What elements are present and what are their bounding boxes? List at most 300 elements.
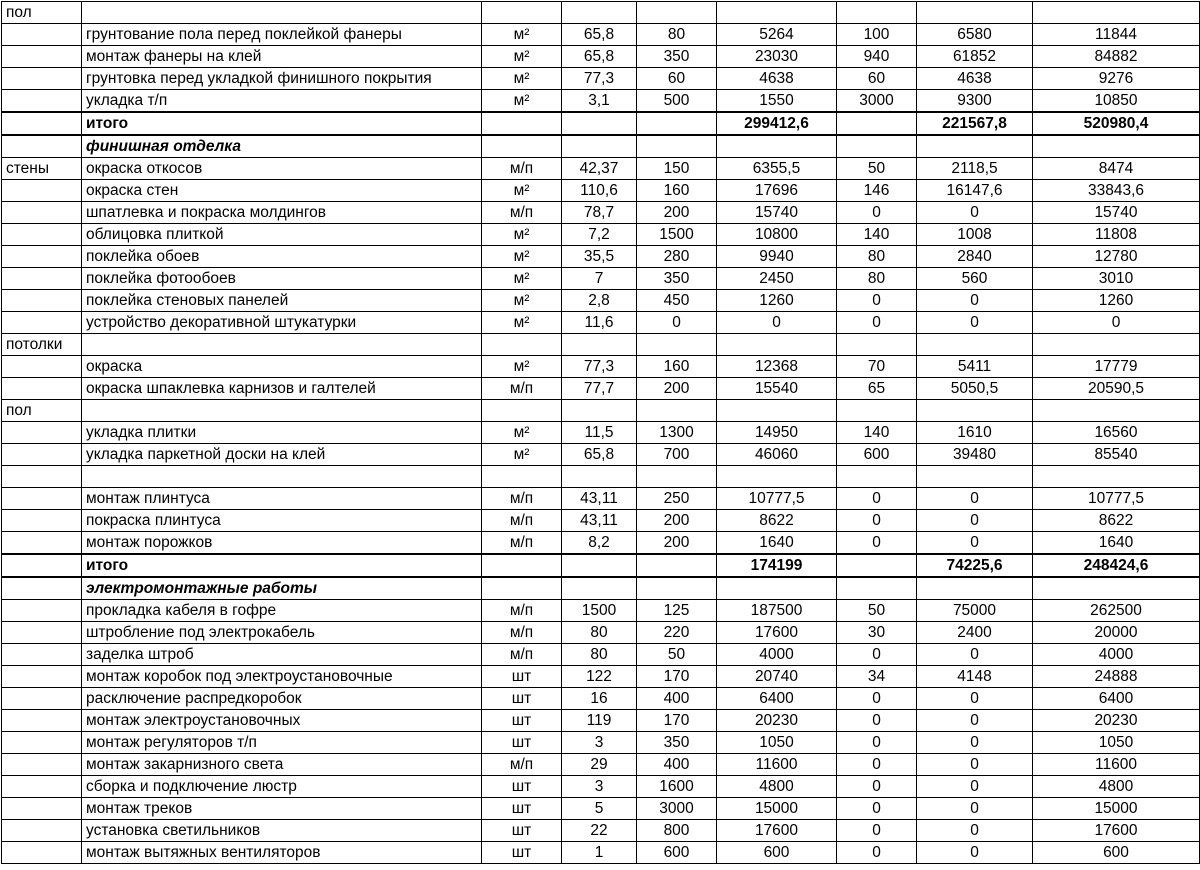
work-price-cell[interactable]: [837, 466, 917, 488]
quantity-cell[interactable]: 16: [562, 688, 637, 710]
quantity-cell[interactable]: 110,6: [562, 180, 637, 202]
total-cell[interactable]: 8622: [1033, 510, 1200, 532]
work-name-cell[interactable]: укладка паркетной доски на клей: [82, 444, 482, 466]
category-cell[interactable]: [2, 112, 82, 135]
total-cell[interactable]: 24888: [1033, 666, 1200, 688]
material-sum-cell[interactable]: 0: [717, 312, 837, 334]
quantity-cell[interactable]: 77,3: [562, 68, 637, 90]
quantity-cell[interactable]: 7: [562, 268, 637, 290]
material-sum-cell[interactable]: 4638: [717, 68, 837, 90]
quantity-cell[interactable]: 3: [562, 776, 637, 798]
unit-cell[interactable]: [482, 334, 562, 356]
category-cell[interactable]: [2, 754, 82, 776]
unit-cell[interactable]: шт: [482, 842, 562, 864]
total-cell[interactable]: 17779: [1033, 356, 1200, 378]
material-sum-cell[interactable]: [717, 466, 837, 488]
material-sum-cell[interactable]: 46060: [717, 444, 837, 466]
work-sum-cell[interactable]: 560: [917, 268, 1033, 290]
quantity-cell[interactable]: 8,2: [562, 532, 637, 555]
total-cell[interactable]: 8474: [1033, 158, 1200, 180]
unit-cell[interactable]: шт: [482, 776, 562, 798]
work-price-cell[interactable]: 3000: [837, 90, 917, 113]
unit-cell[interactable]: м²: [482, 422, 562, 444]
work-sum-cell[interactable]: 16147,6: [917, 180, 1033, 202]
material-price-cell[interactable]: 150: [637, 158, 717, 180]
total-cell[interactable]: 33843,6: [1033, 180, 1200, 202]
work-name-cell[interactable]: монтаж треков: [82, 798, 482, 820]
quantity-cell[interactable]: 77,3: [562, 356, 637, 378]
material-sum-cell[interactable]: 6355,5: [717, 158, 837, 180]
work-sum-cell[interactable]: 0: [917, 754, 1033, 776]
work-sum-cell[interactable]: 0: [917, 776, 1033, 798]
total-cell[interactable]: 20590,5: [1033, 378, 1200, 400]
work-name-cell[interactable]: монтаж фанеры на клей: [82, 46, 482, 68]
material-price-cell[interactable]: 1500: [637, 224, 717, 246]
category-cell[interactable]: [2, 577, 82, 600]
category-cell[interactable]: потолки: [2, 334, 82, 356]
category-cell[interactable]: [2, 532, 82, 555]
quantity-cell[interactable]: 35,5: [562, 246, 637, 268]
unit-cell[interactable]: шт: [482, 798, 562, 820]
total-cell[interactable]: 4800: [1033, 776, 1200, 798]
material-sum-cell[interactable]: 5264: [717, 24, 837, 46]
quantity-cell[interactable]: 5: [562, 798, 637, 820]
material-sum-cell[interactable]: 4800: [717, 776, 837, 798]
material-sum-cell[interactable]: 1050: [717, 732, 837, 754]
unit-cell[interactable]: м²: [482, 68, 562, 90]
work-name-cell[interactable]: окраска откосов: [82, 158, 482, 180]
total-cell[interactable]: 17600: [1033, 820, 1200, 842]
work-sum-cell[interactable]: [917, 577, 1033, 600]
category-cell[interactable]: [2, 622, 82, 644]
quantity-cell[interactable]: 78,7: [562, 202, 637, 224]
total-cell[interactable]: 1050: [1033, 732, 1200, 754]
total-cell[interactable]: 4000: [1033, 644, 1200, 666]
quantity-cell[interactable]: [562, 112, 637, 135]
work-sum-cell[interactable]: 2840: [917, 246, 1033, 268]
material-sum-cell[interactable]: 1260: [717, 290, 837, 312]
total-cell[interactable]: 248424,6: [1033, 554, 1200, 577]
material-price-cell[interactable]: [637, 554, 717, 577]
total-cell[interactable]: 0: [1033, 312, 1200, 334]
material-price-cell[interactable]: 600: [637, 842, 717, 864]
material-sum-cell[interactable]: 15000: [717, 798, 837, 820]
category-cell[interactable]: [2, 732, 82, 754]
category-cell[interactable]: пол: [2, 400, 82, 422]
quantity-cell[interactable]: [562, 135, 637, 158]
work-sum-cell[interactable]: [917, 400, 1033, 422]
work-price-cell[interactable]: 600: [837, 444, 917, 466]
category-cell[interactable]: [2, 510, 82, 532]
quantity-cell[interactable]: 29: [562, 754, 637, 776]
work-name-cell[interactable]: [82, 466, 482, 488]
total-cell[interactable]: 1260: [1033, 290, 1200, 312]
work-price-cell[interactable]: 140: [837, 422, 917, 444]
work-name-cell[interactable]: облицовка плиткой: [82, 224, 482, 246]
unit-cell[interactable]: шт: [482, 732, 562, 754]
work-sum-cell[interactable]: 0: [917, 290, 1033, 312]
total-cell[interactable]: 600: [1033, 842, 1200, 864]
total-cell[interactable]: 3010: [1033, 268, 1200, 290]
unit-cell[interactable]: м/п: [482, 510, 562, 532]
material-price-cell[interactable]: [637, 466, 717, 488]
work-sum-cell[interactable]: 0: [917, 798, 1033, 820]
unit-cell[interactable]: м²: [482, 290, 562, 312]
work-name-cell[interactable]: укладка т/п: [82, 90, 482, 113]
material-sum-cell[interactable]: 6400: [717, 688, 837, 710]
work-name-cell[interactable]: монтаж плинтуса: [82, 488, 482, 510]
work-price-cell[interactable]: 34: [837, 666, 917, 688]
work-name-cell[interactable]: [82, 334, 482, 356]
work-sum-cell[interactable]: [917, 135, 1033, 158]
category-cell[interactable]: [2, 268, 82, 290]
total-cell[interactable]: 20230: [1033, 710, 1200, 732]
work-sum-cell[interactable]: 221567,8: [917, 112, 1033, 135]
material-sum-cell[interactable]: 17696: [717, 180, 837, 202]
total-cell[interactable]: 262500: [1033, 600, 1200, 622]
unit-cell[interactable]: м²: [482, 24, 562, 46]
total-cell[interactable]: [1033, 135, 1200, 158]
material-price-cell[interactable]: 1600: [637, 776, 717, 798]
material-price-cell[interactable]: 0: [637, 312, 717, 334]
work-name-cell[interactable]: электромонтажные работы: [82, 577, 482, 600]
material-price-cell[interactable]: 700: [637, 444, 717, 466]
material-sum-cell[interactable]: 299412,6: [717, 112, 837, 135]
material-sum-cell[interactable]: 15540: [717, 378, 837, 400]
material-sum-cell[interactable]: 20740: [717, 666, 837, 688]
material-sum-cell[interactable]: [717, 334, 837, 356]
category-cell[interactable]: [2, 710, 82, 732]
category-cell[interactable]: [2, 24, 82, 46]
category-cell[interactable]: [2, 466, 82, 488]
work-sum-cell[interactable]: [917, 466, 1033, 488]
work-price-cell[interactable]: 30: [837, 622, 917, 644]
work-price-cell[interactable]: 0: [837, 510, 917, 532]
category-cell[interactable]: [2, 444, 82, 466]
material-sum-cell[interactable]: 17600: [717, 820, 837, 842]
material-sum-cell[interactable]: [717, 135, 837, 158]
total-cell[interactable]: 6400: [1033, 688, 1200, 710]
quantity-cell[interactable]: 65,8: [562, 46, 637, 68]
unit-cell[interactable]: [482, 554, 562, 577]
unit-cell[interactable]: м/п: [482, 378, 562, 400]
material-sum-cell[interactable]: 10777,5: [717, 488, 837, 510]
category-cell[interactable]: [2, 422, 82, 444]
quantity-cell[interactable]: 22: [562, 820, 637, 842]
material-price-cell[interactable]: 350: [637, 46, 717, 68]
work-price-cell[interactable]: [837, 400, 917, 422]
quantity-cell[interactable]: 65,8: [562, 444, 637, 466]
unit-cell[interactable]: шт: [482, 688, 562, 710]
work-price-cell[interactable]: 60: [837, 68, 917, 90]
work-name-cell[interactable]: прокладка кабеля в гофре: [82, 600, 482, 622]
category-cell[interactable]: [2, 68, 82, 90]
work-sum-cell[interactable]: 0: [917, 312, 1033, 334]
quantity-cell[interactable]: 65,8: [562, 24, 637, 46]
work-sum-cell[interactable]: 0: [917, 710, 1033, 732]
category-cell[interactable]: [2, 600, 82, 622]
category-cell[interactable]: [2, 135, 82, 158]
material-price-cell[interactable]: [637, 135, 717, 158]
category-cell[interactable]: [2, 90, 82, 113]
quantity-cell[interactable]: 3,1: [562, 90, 637, 113]
unit-cell[interactable]: м²: [482, 224, 562, 246]
total-cell[interactable]: [1033, 577, 1200, 600]
work-name-cell[interactable]: шпатлевка и покраска молдингов: [82, 202, 482, 224]
material-sum-cell[interactable]: 187500: [717, 600, 837, 622]
work-price-cell[interactable]: 65: [837, 378, 917, 400]
total-cell[interactable]: 9276: [1033, 68, 1200, 90]
total-cell[interactable]: 10777,5: [1033, 488, 1200, 510]
material-sum-cell[interactable]: 1640: [717, 532, 837, 555]
work-name-cell[interactable]: монтаж коробок под электроустановочные: [82, 666, 482, 688]
quantity-cell[interactable]: 122: [562, 666, 637, 688]
work-price-cell[interactable]: 0: [837, 644, 917, 666]
total-cell[interactable]: 1640: [1033, 532, 1200, 555]
unit-cell[interactable]: м²: [482, 90, 562, 113]
category-cell[interactable]: [2, 842, 82, 864]
total-cell[interactable]: 84882: [1033, 46, 1200, 68]
work-name-cell[interactable]: расключение распредкоробок: [82, 688, 482, 710]
quantity-cell[interactable]: 43,11: [562, 488, 637, 510]
material-price-cell[interactable]: 170: [637, 666, 717, 688]
work-price-cell[interactable]: [837, 334, 917, 356]
total-cell[interactable]: 11600: [1033, 754, 1200, 776]
work-sum-cell[interactable]: 0: [917, 644, 1033, 666]
category-cell[interactable]: [2, 798, 82, 820]
work-name-cell[interactable]: заделка штроб: [82, 644, 482, 666]
total-cell[interactable]: 15740: [1033, 202, 1200, 224]
work-name-cell[interactable]: укладка плитки: [82, 422, 482, 444]
quantity-cell[interactable]: [562, 466, 637, 488]
total-cell[interactable]: 11808: [1033, 224, 1200, 246]
work-name-cell[interactable]: окраска: [82, 356, 482, 378]
work-price-cell[interactable]: 0: [837, 688, 917, 710]
material-price-cell[interactable]: 200: [637, 510, 717, 532]
unit-cell[interactable]: м²: [482, 356, 562, 378]
work-sum-cell[interactable]: 0: [917, 842, 1033, 864]
material-price-cell[interactable]: 200: [637, 378, 717, 400]
work-price-cell[interactable]: 0: [837, 776, 917, 798]
work-sum-cell[interactable]: [917, 2, 1033, 24]
material-price-cell[interactable]: 125: [637, 600, 717, 622]
category-cell[interactable]: [2, 666, 82, 688]
work-sum-cell[interactable]: [917, 334, 1033, 356]
material-price-cell[interactable]: 400: [637, 688, 717, 710]
material-price-cell[interactable]: [637, 2, 717, 24]
quantity-cell[interactable]: 2,8: [562, 290, 637, 312]
work-price-cell[interactable]: [837, 554, 917, 577]
work-sum-cell[interactable]: 5411: [917, 356, 1033, 378]
work-sum-cell[interactable]: 1008: [917, 224, 1033, 246]
material-price-cell[interactable]: 220: [637, 622, 717, 644]
material-sum-cell[interactable]: 11600: [717, 754, 837, 776]
unit-cell[interactable]: [482, 2, 562, 24]
total-cell[interactable]: [1033, 334, 1200, 356]
unit-cell[interactable]: м/п: [482, 202, 562, 224]
material-sum-cell[interactable]: [717, 2, 837, 24]
work-price-cell[interactable]: 0: [837, 202, 917, 224]
work-name-cell[interactable]: поклейка стеновых панелей: [82, 290, 482, 312]
category-cell[interactable]: [2, 378, 82, 400]
material-price-cell[interactable]: 350: [637, 732, 717, 754]
work-price-cell[interactable]: [837, 112, 917, 135]
material-price-cell[interactable]: 500: [637, 90, 717, 113]
work-sum-cell[interactable]: 5050,5: [917, 378, 1033, 400]
quantity-cell[interactable]: [562, 334, 637, 356]
unit-cell[interactable]: шт: [482, 666, 562, 688]
work-price-cell[interactable]: [837, 135, 917, 158]
work-sum-cell[interactable]: 9300: [917, 90, 1033, 113]
unit-cell[interactable]: м²: [482, 46, 562, 68]
quantity-cell[interactable]: 1500: [562, 600, 637, 622]
work-price-cell[interactable]: 80: [837, 246, 917, 268]
work-price-cell[interactable]: 0: [837, 312, 917, 334]
work-name-cell[interactable]: поклейка фотообоев: [82, 268, 482, 290]
unit-cell[interactable]: шт: [482, 710, 562, 732]
work-price-cell[interactable]: 0: [837, 798, 917, 820]
total-cell[interactable]: [1033, 466, 1200, 488]
material-sum-cell[interactable]: 14950: [717, 422, 837, 444]
material-sum-cell[interactable]: 12368: [717, 356, 837, 378]
material-sum-cell[interactable]: 1550: [717, 90, 837, 113]
material-price-cell[interactable]: [637, 112, 717, 135]
material-sum-cell[interactable]: 20230: [717, 710, 837, 732]
work-name-cell[interactable]: штробление под электрокабель: [82, 622, 482, 644]
work-name-cell[interactable]: окраска стен: [82, 180, 482, 202]
total-cell[interactable]: 85540: [1033, 444, 1200, 466]
material-price-cell[interactable]: 160: [637, 180, 717, 202]
work-sum-cell[interactable]: 1610: [917, 422, 1033, 444]
unit-cell[interactable]: м/п: [482, 532, 562, 555]
total-cell[interactable]: 15000: [1033, 798, 1200, 820]
material-sum-cell[interactable]: 2450: [717, 268, 837, 290]
category-cell[interactable]: [2, 820, 82, 842]
category-cell[interactable]: [2, 290, 82, 312]
work-price-cell[interactable]: 146: [837, 180, 917, 202]
work-sum-cell[interactable]: 0: [917, 202, 1033, 224]
material-price-cell[interactable]: 280: [637, 246, 717, 268]
unit-cell[interactable]: м/п: [482, 158, 562, 180]
material-sum-cell[interactable]: 9940: [717, 246, 837, 268]
work-price-cell[interactable]: 0: [837, 820, 917, 842]
work-name-cell[interactable]: [82, 2, 482, 24]
material-sum-cell[interactable]: [717, 577, 837, 600]
category-cell[interactable]: [2, 644, 82, 666]
work-name-cell[interactable]: итого: [82, 112, 482, 135]
work-price-cell[interactable]: 0: [837, 710, 917, 732]
work-sum-cell[interactable]: 61852: [917, 46, 1033, 68]
material-sum-cell[interactable]: 15740: [717, 202, 837, 224]
material-price-cell[interactable]: 400: [637, 754, 717, 776]
quantity-cell[interactable]: [562, 2, 637, 24]
work-price-cell[interactable]: 0: [837, 732, 917, 754]
category-cell[interactable]: [2, 554, 82, 577]
work-price-cell[interactable]: 50: [837, 158, 917, 180]
total-cell[interactable]: 16560: [1033, 422, 1200, 444]
unit-cell[interactable]: м/п: [482, 622, 562, 644]
unit-cell[interactable]: м/п: [482, 754, 562, 776]
unit-cell[interactable]: шт: [482, 820, 562, 842]
work-name-cell[interactable]: финишная отделка: [82, 135, 482, 158]
work-sum-cell[interactable]: 0: [917, 532, 1033, 555]
work-name-cell[interactable]: поклейка обоев: [82, 246, 482, 268]
quantity-cell[interactable]: [562, 554, 637, 577]
category-cell[interactable]: [2, 180, 82, 202]
material-price-cell[interactable]: 60: [637, 68, 717, 90]
work-sum-cell[interactable]: 0: [917, 688, 1033, 710]
material-price-cell[interactable]: 3000: [637, 798, 717, 820]
category-cell[interactable]: [2, 356, 82, 378]
work-sum-cell[interactable]: 0: [917, 488, 1033, 510]
material-price-cell[interactable]: 200: [637, 532, 717, 555]
unit-cell[interactable]: м/п: [482, 600, 562, 622]
category-cell[interactable]: пол: [2, 2, 82, 24]
quantity-cell[interactable]: 7,2: [562, 224, 637, 246]
material-price-cell[interactable]: 160: [637, 356, 717, 378]
work-price-cell[interactable]: 0: [837, 842, 917, 864]
material-price-cell[interactable]: 800: [637, 820, 717, 842]
material-price-cell[interactable]: [637, 334, 717, 356]
work-price-cell[interactable]: [837, 2, 917, 24]
work-price-cell[interactable]: [837, 577, 917, 600]
material-price-cell[interactable]: 350: [637, 268, 717, 290]
work-price-cell[interactable]: 0: [837, 290, 917, 312]
category-cell[interactable]: [2, 488, 82, 510]
category-cell[interactable]: [2, 224, 82, 246]
quantity-cell[interactable]: [562, 577, 637, 600]
quantity-cell[interactable]: 11,5: [562, 422, 637, 444]
unit-cell[interactable]: [482, 400, 562, 422]
material-sum-cell[interactable]: [717, 400, 837, 422]
work-name-cell[interactable]: монтаж регуляторов т/п: [82, 732, 482, 754]
unit-cell[interactable]: м²: [482, 444, 562, 466]
unit-cell[interactable]: м²: [482, 246, 562, 268]
work-sum-cell[interactable]: 6580: [917, 24, 1033, 46]
quantity-cell[interactable]: 119: [562, 710, 637, 732]
work-name-cell[interactable]: [82, 400, 482, 422]
work-sum-cell[interactable]: 74225,6: [917, 554, 1033, 577]
quantity-cell[interactable]: 42,37: [562, 158, 637, 180]
work-sum-cell[interactable]: 75000: [917, 600, 1033, 622]
unit-cell[interactable]: м²: [482, 180, 562, 202]
material-price-cell[interactable]: 1300: [637, 422, 717, 444]
material-sum-cell[interactable]: 10800: [717, 224, 837, 246]
quantity-cell[interactable]: 11,6: [562, 312, 637, 334]
quantity-cell[interactable]: 77,7: [562, 378, 637, 400]
work-sum-cell[interactable]: 0: [917, 732, 1033, 754]
work-name-cell[interactable]: монтаж закарнизного света: [82, 754, 482, 776]
total-cell[interactable]: 520980,4: [1033, 112, 1200, 135]
work-price-cell[interactable]: 70: [837, 356, 917, 378]
unit-cell[interactable]: м²: [482, 312, 562, 334]
work-sum-cell[interactable]: 0: [917, 510, 1033, 532]
work-name-cell[interactable]: установка светильников: [82, 820, 482, 842]
quantity-cell[interactable]: 3: [562, 732, 637, 754]
unit-cell[interactable]: м/п: [482, 644, 562, 666]
material-sum-cell[interactable]: 23030: [717, 46, 837, 68]
material-price-cell[interactable]: [637, 577, 717, 600]
quantity-cell[interactable]: 80: [562, 622, 637, 644]
material-price-cell[interactable]: 250: [637, 488, 717, 510]
work-sum-cell[interactable]: 39480: [917, 444, 1033, 466]
quantity-cell[interactable]: 80: [562, 644, 637, 666]
unit-cell[interactable]: м²: [482, 268, 562, 290]
work-price-cell[interactable]: 940: [837, 46, 917, 68]
category-cell[interactable]: [2, 202, 82, 224]
category-cell[interactable]: [2, 688, 82, 710]
work-sum-cell[interactable]: 4148: [917, 666, 1033, 688]
